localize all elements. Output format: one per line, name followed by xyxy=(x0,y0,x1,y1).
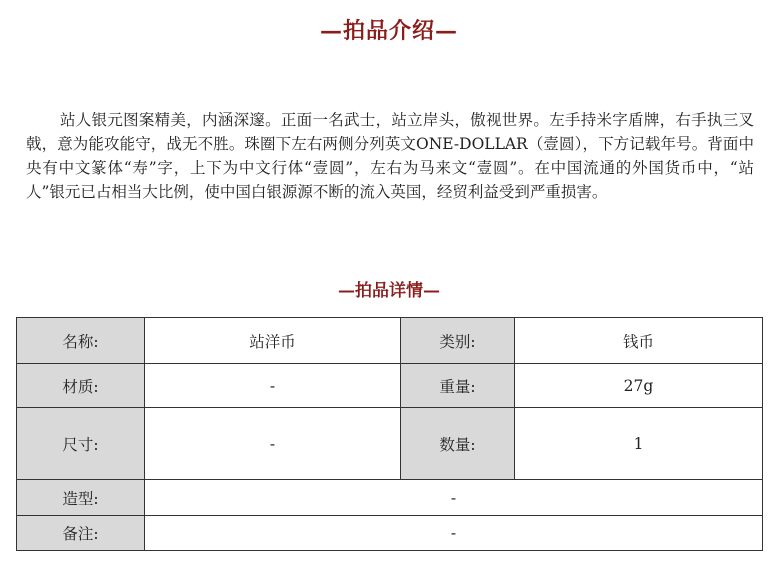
details-table xyxy=(16,317,763,551)
table-row xyxy=(17,516,763,551)
table-row xyxy=(17,480,763,516)
size-label: 尺寸: xyxy=(17,408,145,480)
table-row xyxy=(17,318,763,364)
details-title: —拍品详情— xyxy=(338,281,440,301)
category-label: 类别: xyxy=(401,318,515,364)
table-row xyxy=(17,364,763,408)
material-label: 材质: xyxy=(17,364,145,408)
note-label: 备注: xyxy=(17,516,145,551)
weight-label: 重量: xyxy=(401,364,515,408)
category-value: 钱币 xyxy=(515,318,763,364)
name-label: 名称: xyxy=(17,318,145,364)
material-value: - xyxy=(145,364,401,408)
note-value: - xyxy=(145,516,763,551)
intro-title: —拍品介绍— xyxy=(319,18,458,44)
quantity-label: 数量: xyxy=(401,408,515,480)
name-value: 站洋币 xyxy=(145,318,401,364)
table-row xyxy=(17,408,763,480)
size-value: - xyxy=(145,408,401,480)
weight-value: 27g xyxy=(515,364,763,408)
intro-text: 站人银元图案精美，内涵深邃。正面一名武士，站立岸头，傲视世界。左手持米字盾牌，右手执三叉戟，意为能攻能守，战无不胜。珠圈下左右两侧分列英文ONE-DOLLAR（壹圆），下方记载年号。背面中央有中文篆体“寿”字，上下为中文行体“壹圆”，左右为马来文“壹圆”。在中国流通的外国货币中，“站人”银元已占相当大比例，使中国白银源源不断的流入英国，经贸利益受到严重损害。 xyxy=(26,111,754,201)
shape-value: - xyxy=(145,480,763,516)
quantity-value: 1 xyxy=(515,408,763,480)
shape-label: 造型: xyxy=(17,480,145,516)
